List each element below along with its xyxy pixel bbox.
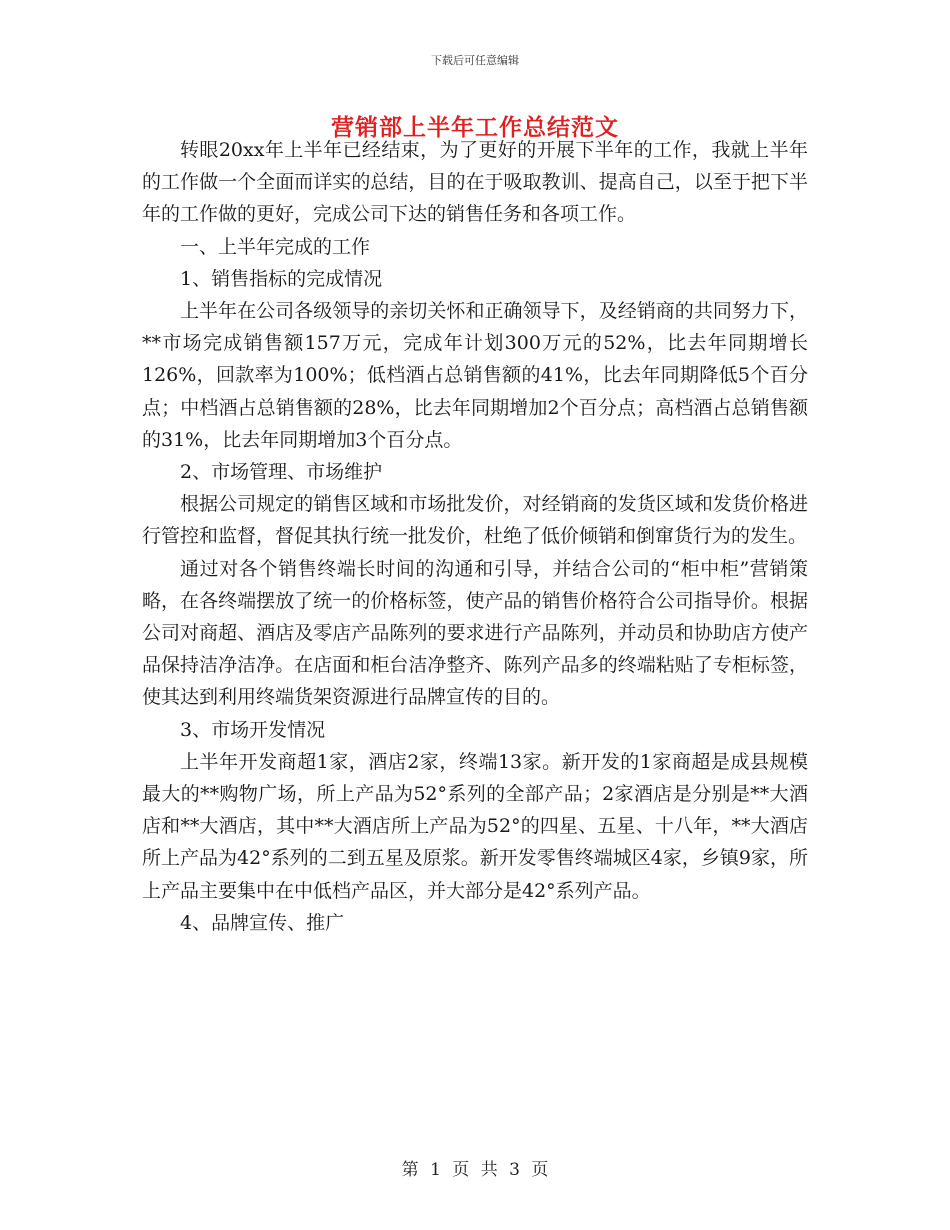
paragraph-sales-targets: 上半年在公司各级领导的亲切关怀和正确领导下，及经销商的共同努力下，**市场完成销售额157万元，完成年计划300万元的52%，比去年同期增长126%，回款率为100%；低档酒占总销售额的41%，比去年同期降低5个百分点；中档酒占总销售额的28%，比去年同期增加2个百分点；高档酒占总销售额的31%，比去年同期增加3个百分点。: [142, 300, 808, 451]
section-heading-completed-work: 一、上半年完成的工作: [180, 235, 371, 258]
subheading-brand-promotion: 4、品牌宣传、推广: [180, 911, 345, 934]
header-note: 下载后可任意编辑: [431, 54, 519, 67]
subheading-market-management: 2、市场管理、市场维护: [180, 461, 383, 484]
page-footer: 第 1 页 共 3 页: [401, 1160, 549, 1180]
subheading-sales-targets: 1、销售指标的完成情况: [180, 267, 383, 290]
paragraph-market-development: 上半年开发商超1家，酒店2家，终端13家。新开发的1家商超是成县规模最大的**购物广场，所上产品为52°系列的全部产品；2家酒店是分别是**大酒店和**大酒店，其中**大酒店所上产品为52°的四星、五星、十八年，**大酒店所上产品为42°系列的二到五星及原浆。新开发零售终端城区4家，乡镇9家，所上产品主要集中在中低档产品区，并大部分是42°系列产品。: [142, 750, 808, 902]
document-body: [142, 134, 808, 939]
subheading-market-development: 3、市场开发情况: [180, 718, 326, 741]
paragraph-terminal-guidance: 通过对各个销售终端长时间的沟通和引导，并结合公司的“柜中柜”营销策略，在各终端摆放了统一的价格标签，使产品的销售价格符合公司指导价。根据公司对商超、酒店及零店产品陈列的要求进行产品陈列，并动员和协助店方使产品保持洁净洁净。在店面和柜台洁净整齐、陈列产品多的终端粘贴了专柜标签，使其达到利用终端货架资源进行品牌宣传的目的。: [142, 557, 808, 709]
paragraph-market-management: 根据公司规定的销售区域和市场批发价，对经销商的发货区域和发货价格进行管控和监督，督促其执行统一批发价，杜绝了低价倾销和倒窜货行为的发生。: [142, 493, 808, 548]
paragraph-intro: 转眼20xx年上半年已经结束，为了更好的开展下半年的工作，我就上半年的工作做一个全面而详实的总结，目的在于吸取教训、提高自己，以至于把下半年的工作做的更好，完成公司下达的销售任务和各项工作。: [142, 139, 808, 226]
document-title: 营销部上半年工作总结范文: [331, 114, 619, 141]
